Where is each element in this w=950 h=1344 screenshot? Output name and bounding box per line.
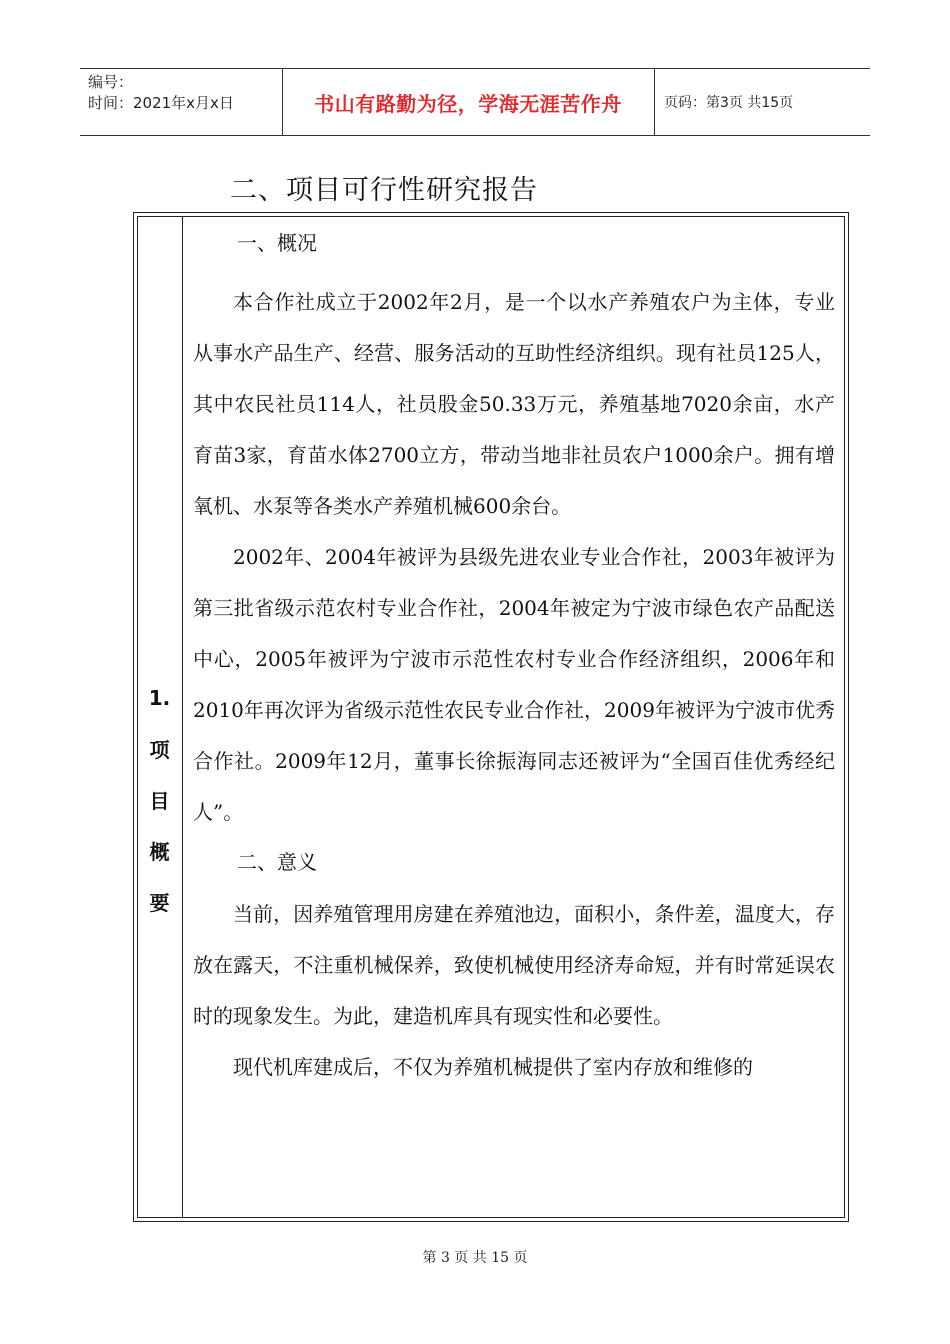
report-content [193, 226, 835, 1093]
table-inner-top-rule [138, 216, 844, 217]
section-number: 1. [148, 686, 171, 710]
table-inner-bottom-rule [138, 1217, 844, 1218]
page-header [80, 68, 870, 136]
table-inner-right-rule [844, 216, 845, 1218]
document-title: 二、项目可行性研究报告 [230, 175, 538, 206]
paragraph-benefits: 现代机库建成后，不仅为养殖机械提供了室内存放和维修的 [233, 1055, 753, 1079]
section-label-char: 概 [149, 840, 170, 864]
header-motto: 书山有路勤为径，学海无涯苦作舟 [314, 91, 622, 116]
heading-overview: 一、概况 [237, 231, 317, 255]
page-footer: 第 3 页 共 15 页 [422, 1250, 528, 1266]
paragraph-honors: 2002年、2004年被评为县级先进农业专业合作社，2003年被评为第三批省级示范农村专业合作社，2004年被定为宁波市绿色农产品配送中心，2005年被评为宁波市示范性农村专业合作经济组织，2006年和2010年再次评为省级示范性农民专业合作社，2009年被评为宁波市优秀合作社。2009年12月，董事长徐振海同志还被评为“全国百佳优秀经纪人”。 [193, 545, 835, 824]
number-label: 编号： [88, 73, 134, 91]
paragraph-overview: 本合作社成立于2002年2月，是一个以水产养殖农户为主体，专业从事水产品生产、经营、服务活动的互助性经济组织。现有社员125人，其中农民社员114人，社员股金50.33万元，养殖基地7020余亩，水产育苗3家，育苗水体2700立方，带动当地非社员农户1000余户。拥有增氧机、水泵等各类水产养殖机械600余台。 [193, 290, 835, 518]
section-label [137, 683, 182, 939]
header-divider-right [654, 68, 655, 136]
section-label-char: 要 [149, 891, 170, 915]
time-label: 时间：2021年x月x日 [88, 94, 234, 112]
section-label-char: 项 [149, 738, 170, 762]
paragraph-current-situation: 当前，因养殖管理用房建在养殖池边，面积小，条件差，温度大，存放在露天，不注重机械保养，致使机械使用经济寿命短，并有时常延误农时的现象发生。为此，建造机库具有现实性和必要性。 [193, 902, 835, 1028]
header-meta [88, 72, 234, 114]
header-page-info: 页码：第3页 共15页 [664, 95, 794, 111]
table-column-divider [182, 216, 183, 1218]
heading-significance: 二、意义 [237, 850, 317, 874]
section-label-char: 目 [149, 789, 170, 813]
